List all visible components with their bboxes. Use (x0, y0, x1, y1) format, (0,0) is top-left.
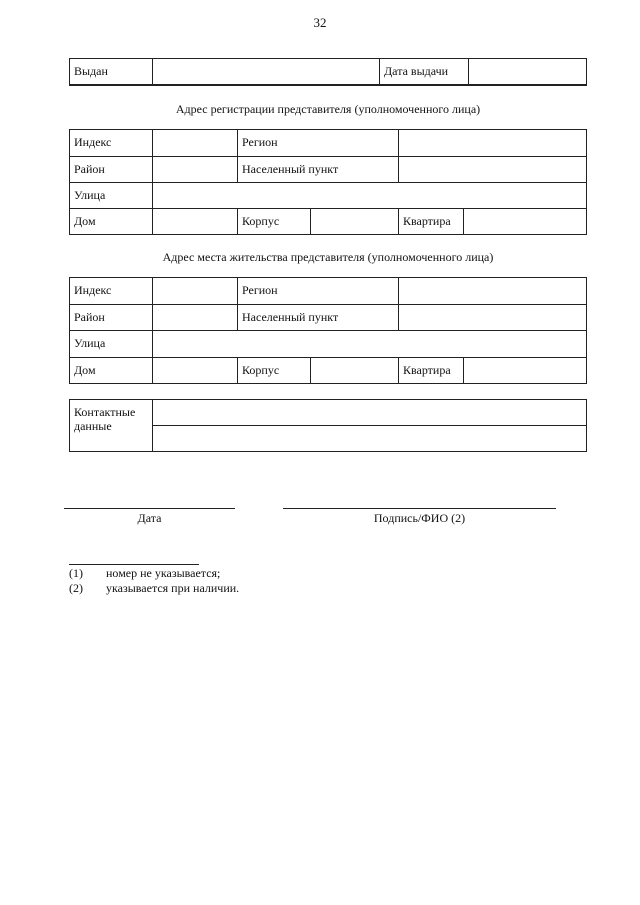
footnote-2 (69, 581, 239, 596)
footnote-divider (69, 564, 199, 565)
reg-region-label: Регион (238, 130, 399, 157)
issued-label: Выдан (70, 59, 153, 85)
res-region-label: Регион (238, 278, 399, 305)
footnote-1-marker: (1) (69, 566, 83, 580)
res-index-field[interactable] (153, 278, 238, 305)
footnote-1 (69, 566, 220, 581)
issued-table (69, 58, 587, 86)
registration-address-table (69, 129, 587, 235)
contacts-field-2[interactable] (153, 426, 586, 451)
issued-field[interactable] (153, 59, 380, 85)
reg-index-label: Индекс (70, 130, 153, 157)
signature-label: Подпись/ФИО (2) (373, 511, 466, 525)
reg-building-field[interactable] (311, 209, 399, 234)
reg-apartment-label: Квартира (399, 209, 464, 234)
res-building-field[interactable] (311, 358, 399, 383)
res-district-field[interactable] (153, 305, 238, 331)
contacts-label: Контактные данные (70, 400, 153, 451)
footnote-2-marker: (2) (69, 581, 83, 595)
reg-street-label: Улица (70, 183, 153, 209)
footnote-2-text: указывается при наличии. (106, 581, 240, 595)
reg-district-field[interactable] (153, 157, 238, 183)
res-locality-field[interactable] (399, 305, 586, 331)
date-label: Дата (137, 511, 162, 525)
issue-date-label: Дата выдачи (380, 59, 469, 85)
res-house-field[interactable] (153, 358, 238, 383)
reg-street-field[interactable] (153, 183, 586, 209)
reg-building-label: Корпус (238, 209, 311, 234)
res-index-label: Индекс (70, 278, 153, 305)
res-street-field[interactable] (153, 331, 586, 358)
reg-house-field[interactable] (153, 209, 238, 234)
signature-line (283, 508, 556, 509)
res-house-label: Дом (70, 358, 153, 383)
reg-district-label: Район (70, 157, 153, 183)
date-signature-line (64, 508, 235, 509)
reg-locality-label: Населенный пункт (238, 157, 399, 183)
reg-locality-field[interactable] (399, 157, 586, 183)
residence-address-title: Адрес места жительства представителя (уполномоченного лица) (162, 250, 494, 264)
residence-address-table (69, 277, 587, 384)
issue-date-field[interactable] (469, 59, 586, 85)
res-apartment-field[interactable] (464, 358, 586, 383)
contacts-table (69, 399, 587, 452)
page-number: 32 (313, 15, 327, 30)
res-street-label: Улица (70, 331, 153, 358)
footnote-1-text: номер не указывается; (106, 566, 221, 580)
res-building-label: Корпус (238, 358, 311, 383)
res-district-label: Район (70, 305, 153, 331)
reg-house-label: Дом (70, 209, 153, 234)
res-apartment-label: Квартира (399, 358, 464, 383)
reg-index-field[interactable] (153, 130, 238, 157)
res-locality-label: Населенный пункт (238, 305, 399, 331)
reg-region-field[interactable] (399, 130, 586, 157)
registration-address-title: Адрес регистрации представителя (уполномоченного лица) (175, 102, 481, 116)
contacts-field-1[interactable] (153, 400, 586, 426)
reg-apartment-field[interactable] (464, 209, 586, 234)
res-region-field[interactable] (399, 278, 586, 305)
